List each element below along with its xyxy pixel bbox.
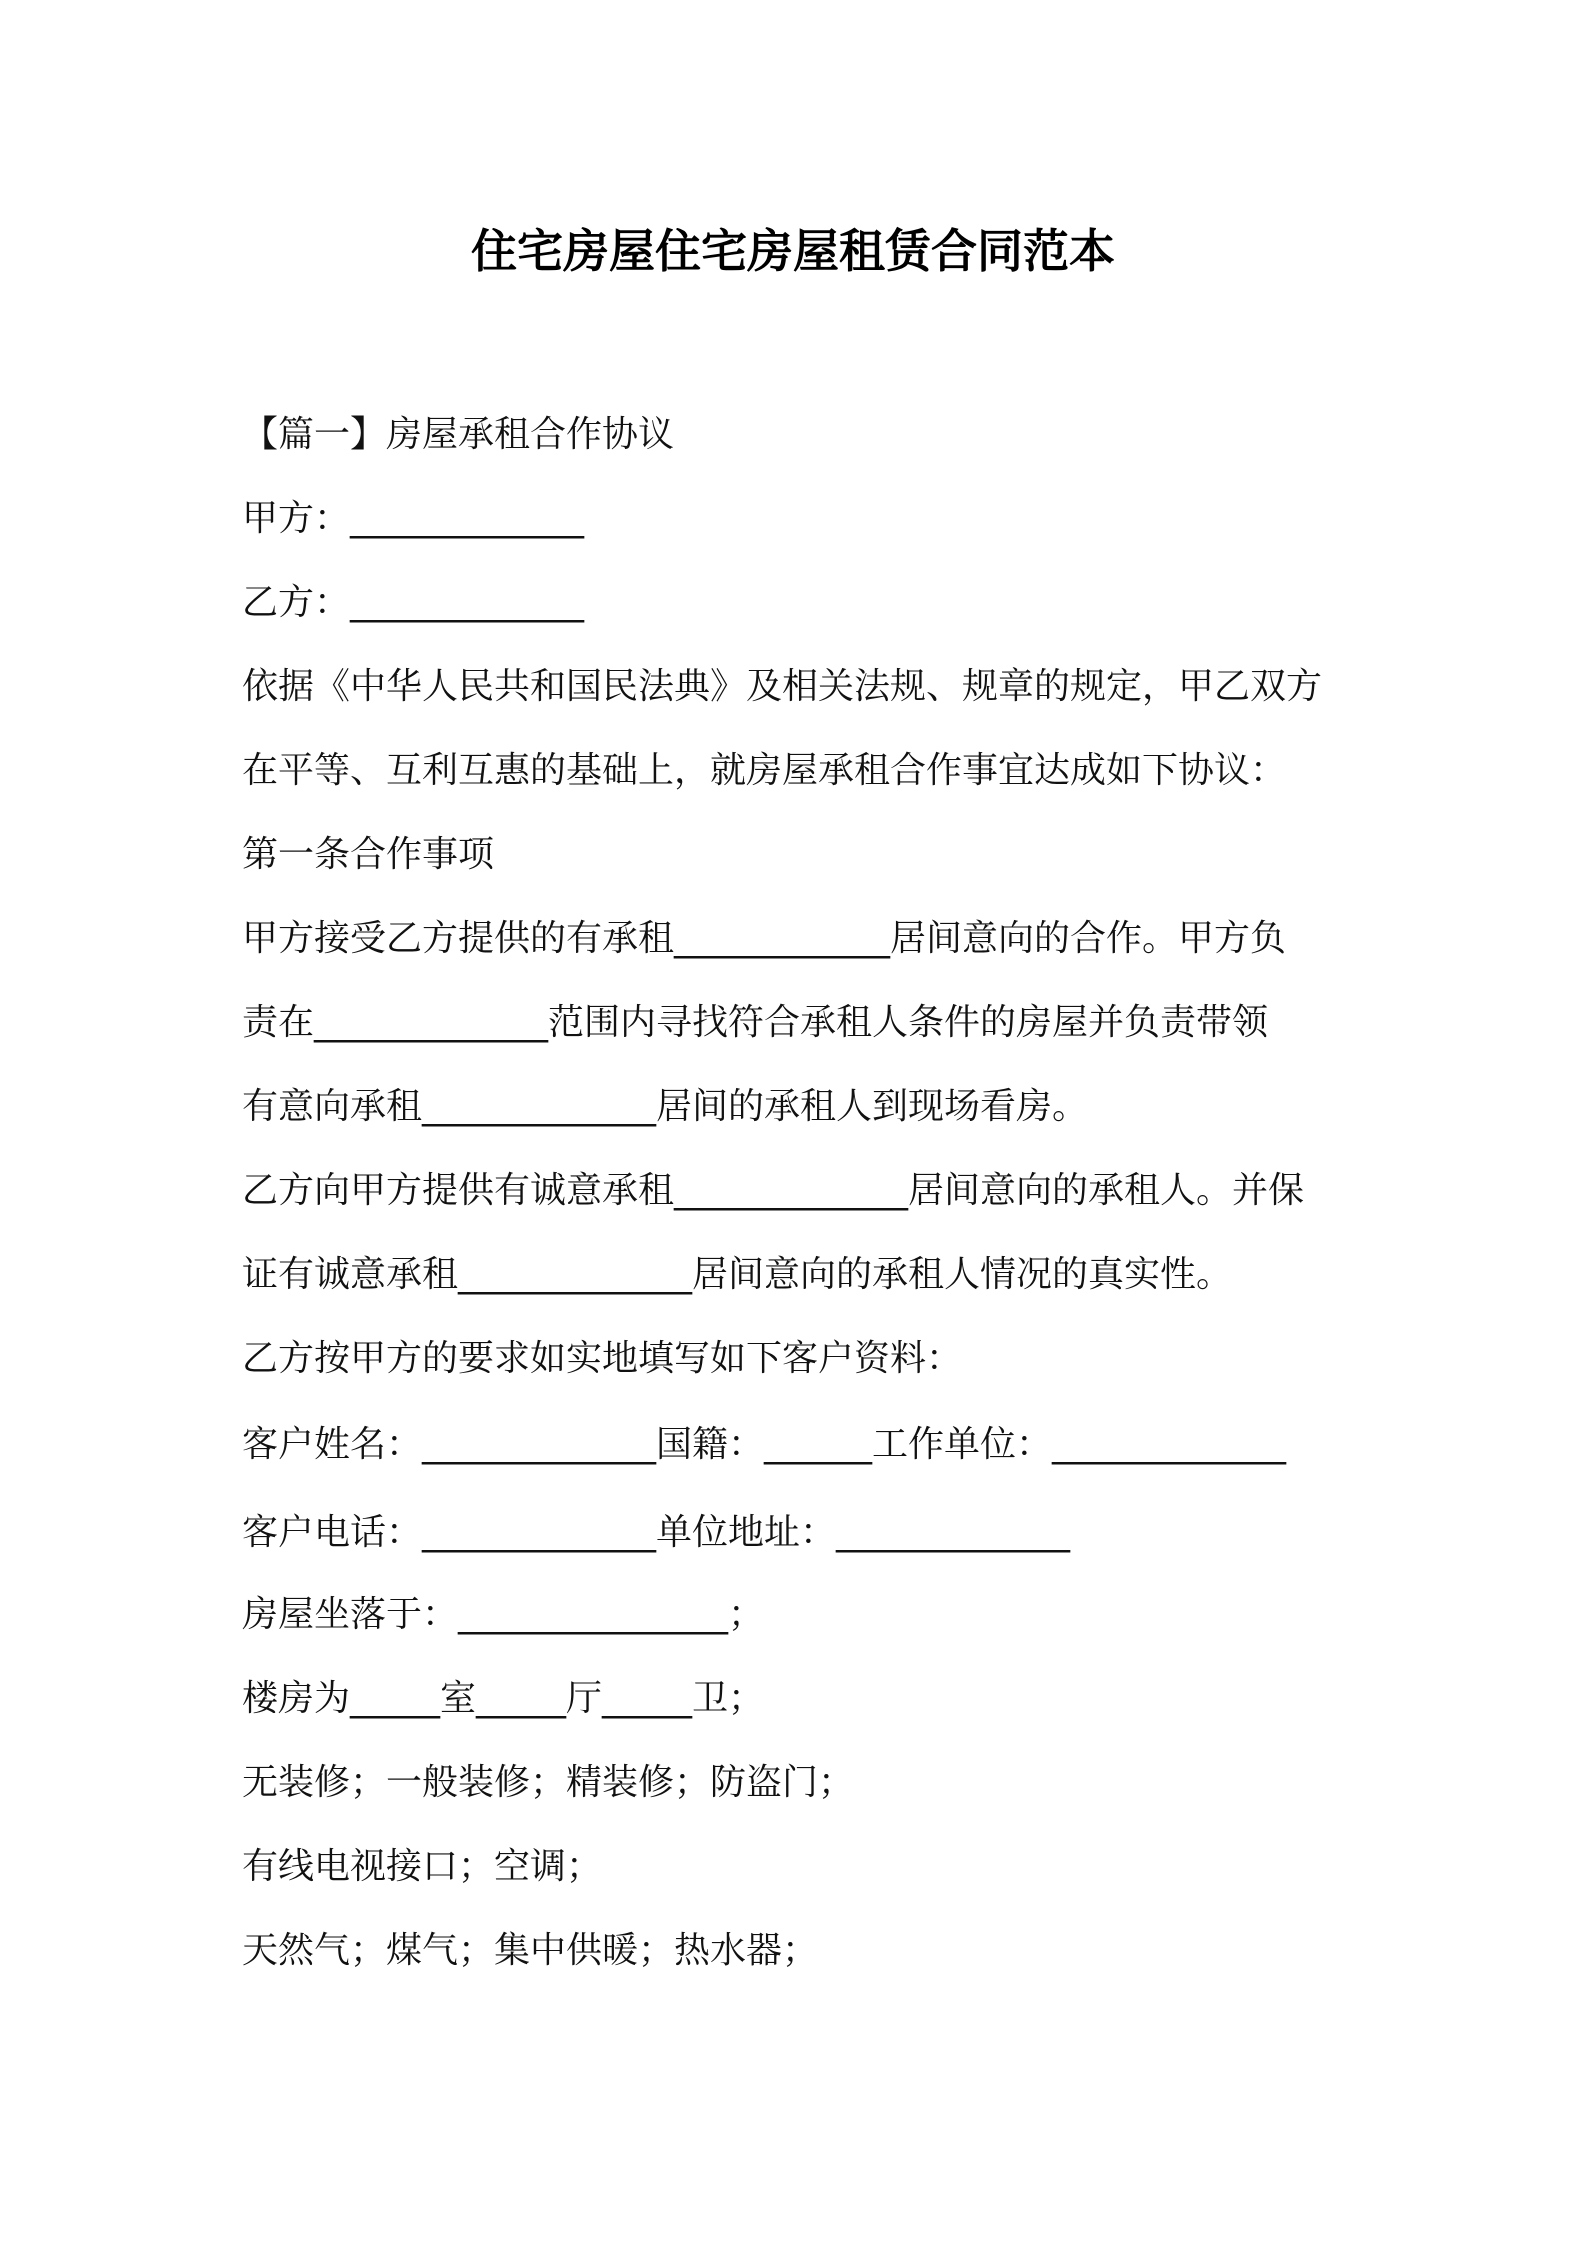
paragraph-line: 证有诚意承租_____________居间意向的承租人情况的真实性。 <box>242 1254 1233 1295</box>
paragraph-line: 乙方向甲方提供有诚意承租_____________居间意向的承租人。并保 <box>242 1170 1305 1211</box>
utilities-line: 天然气；煤气；集中供暖；热水器； <box>242 1930 819 1971</box>
section-heading: 【篇一】房屋承租合作协议 <box>242 414 675 455</box>
paragraph-line: 有意向承租_____________居间的承租人到现场看房。 <box>242 1086 1089 1127</box>
party-a-line: 甲方：_____________ <box>242 498 585 539</box>
party-b-line: 乙方：_____________ <box>242 582 585 623</box>
facilities-line: 有线电视接口；空调； <box>242 1846 603 1887</box>
paragraph-line: 乙方按甲方的要求如实地填写如下客户资料： <box>242 1338 963 1379</box>
house-layout-line: 楼房为_____室_____厅_____卫； <box>242 1678 765 1719</box>
article-heading: 第一条合作事项 <box>242 834 495 875</box>
customer-info-line: 客户姓名：_____________国籍：______工作单位：_____________ <box>242 1424 1287 1465</box>
decoration-line: 无装修；一般装修；精装修；防盗门； <box>242 1762 855 1803</box>
customer-contact-line: 客户电话：_____________单位地址：_____________ <box>242 1512 1071 1553</box>
paragraph-line: 甲方接受乙方提供的有承租____________居间意向的合作。甲方负 <box>242 918 1287 959</box>
house-location-line: 房屋坐落于：_______________； <box>242 1594 765 1635</box>
document-title: 住宅房屋住宅房屋租赁合同范本 <box>471 224 1115 278</box>
paragraph-line: 依据《中华人民共和国民法典》及相关法规、规章的规定，甲乙双方 <box>242 666 1323 707</box>
paragraph-line: 责在_____________范围内寻找符合承租人条件的房屋并负责带领 <box>242 1002 1269 1043</box>
paragraph-line: 在平等、互利互惠的基础上，就房屋承租合作事宜达成如下协议： <box>242 750 1287 791</box>
